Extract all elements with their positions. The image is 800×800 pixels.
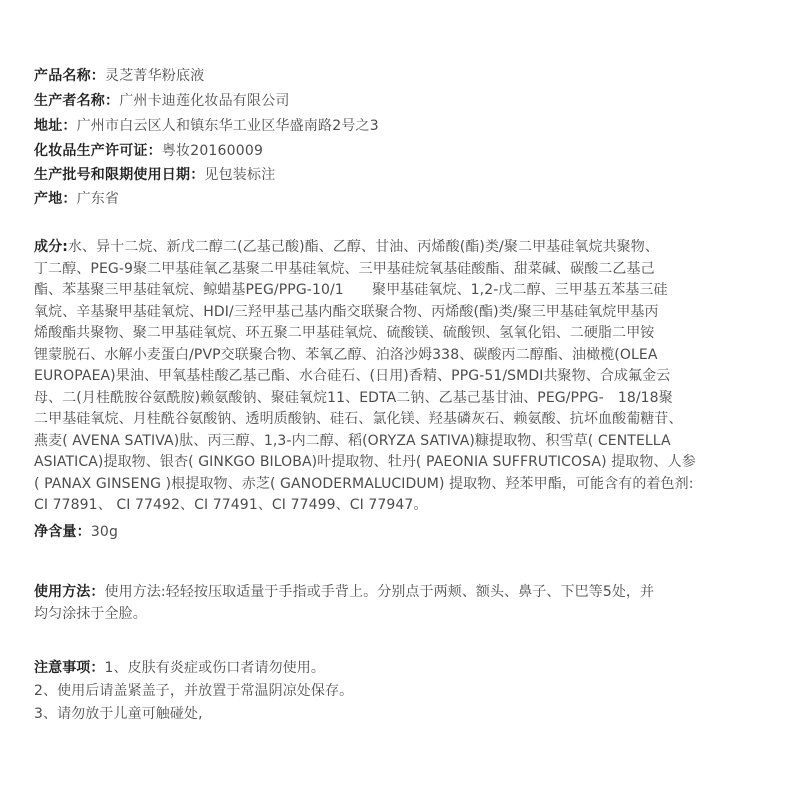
ingredients-line: 二甲基硅氧烷、月桂酰谷氨酸钠、透明质酸钠、硅石、氯化镁、羟基磷灰石、赖氨酸、抗坏血酸葡糖苷、 (34, 411, 683, 427)
precautions-label: 注意事项： (34, 660, 105, 676)
ingredients-line: 烯酸酯共聚物、聚二甲基硅氧烷、环五聚二甲基硅氧烷、硫酸镁、硫酸钡、氢氧化铝、二硬脂二甲铵 (34, 325, 655, 341)
product-name-value: 灵芝菁华粉底液 (105, 68, 205, 84)
precautions-section (34, 657, 748, 726)
product-name-line (34, 66, 204, 86)
ingredients-line: ( PANAX GINSENG )根提取物、赤芝( GANODERMALUCIDUM) 提取物、羟苯甲酯，可能含有的着色剂: (34, 475, 694, 492)
usage-section (34, 582, 748, 625)
manufacturer-line (34, 91, 290, 111)
precaution-item: 3、请勿放于儿童可触碰处, (34, 706, 203, 722)
ingredients-label: 成分: (34, 239, 68, 255)
manufacturer-value: 广州卡迪莲化妆品有限公司 (119, 93, 290, 109)
ingredients-line: 燕麦( AVENA SATIVA)肽、丙三醇、1,3-内二醇、稻(ORYZA SATIVA)糠提取物、积雪草( CENTELLA (34, 432, 671, 449)
net-content-line (34, 522, 118, 542)
origin-line (34, 189, 119, 209)
address-line (34, 116, 379, 136)
ingredients-line: EUROPAEA)果油、甲氧基桂酸乙基己酯、水合硅石、(日用)香精、PPG-51/SMDI共聚物、合成氟金云 (34, 368, 671, 384)
ingredients-line: ASIATICA)提取物、银杏( GINKGO BILOBA)叶提取物、牡丹( PAEONIA SUFFRUTICOSA) 提取物、人参 (34, 454, 696, 470)
ingredients-line: 氧烷、辛基聚甲基硅氧烷、HDI/三羟甲基己基内酯交联聚合物、丙烯酸(酯)类/聚三甲基硅氧烷甲基丙 (34, 303, 659, 320)
usage-line: 均匀涂抹于全脸。 (34, 605, 147, 622)
precaution-item: 2、使用后请盖紧盖子，并放置于常温阴凉处保存。 (34, 683, 354, 699)
ingredients-line: 水、异十二烷、新戊二醇二(乙基己酸)酯、乙醇、甘油、丙烯酸(酯)类/聚二甲基硅氧烷共聚物、 (67, 239, 659, 255)
ingredients-section (34, 237, 748, 517)
address-value: 广州市白云区人和镇东华工业区华盛南路2号之3 (76, 118, 379, 134)
product-name-label: 产品名称： (34, 68, 105, 84)
net-content-value: 30g (90, 524, 119, 540)
address-label: 地址： (34, 118, 77, 134)
usage-label: 使用方法： (34, 584, 105, 600)
batch-expiry-label: 生产批号和限期使用日期： (34, 167, 205, 183)
usage-line: 使用方法:轻轻按压取适量于手指或手背上。分别点于两颊、额头、鼻子、下巴等5处，并 (104, 584, 655, 600)
license-label: 化妆品生产许可证： (34, 143, 162, 159)
origin-label: 产地： (34, 191, 77, 207)
net-content-label: 净含量： (34, 524, 91, 540)
ingredients-line: CI 77891、 CI 77492、CI 77491、CI 77499、CI 77947。 (34, 497, 428, 513)
ingredients-line: 母、二(月桂酰胺谷氨酰胺)赖氨酸钠、聚硅氧烷11、EDTA二钠、乙基己基甘油、PEG/PPG- 18/18聚 (34, 389, 673, 406)
origin-value: 广东省 (76, 191, 120, 207)
precaution-item: 1、皮肤有炎症或伤口者请勿使用。 (104, 660, 326, 676)
batch-expiry-line (34, 165, 275, 185)
manufacturer-label: 生产者名称： (34, 93, 120, 109)
ingredients-line: 酯、苯基聚三甲基硅氧烷、鲸蜡基PEG/PPG-10/1 聚甲基硅氧烷、1,2-戊二醇、三甲基五苯基三硅 (34, 282, 668, 298)
ingredients-line: 丁二醇、PEG-9聚二甲基硅氧乙基聚二甲基硅氧烷、三甲基硅烷氧基硅酸酯、甜菜碱、碳酸二乙基己 (34, 260, 655, 277)
license-value: 粤妆20160009 (161, 143, 264, 159)
license-line (34, 141, 263, 161)
ingredients-line: 锂蒙脱石、水解小麦蛋白/PVP交联聚合物、苯氧乙醇、泊洛沙姆338、碳酸丙二醇酯、油橄榄(OLEA (34, 346, 658, 363)
batch-expiry-value: 见包装标注 (204, 167, 276, 183)
